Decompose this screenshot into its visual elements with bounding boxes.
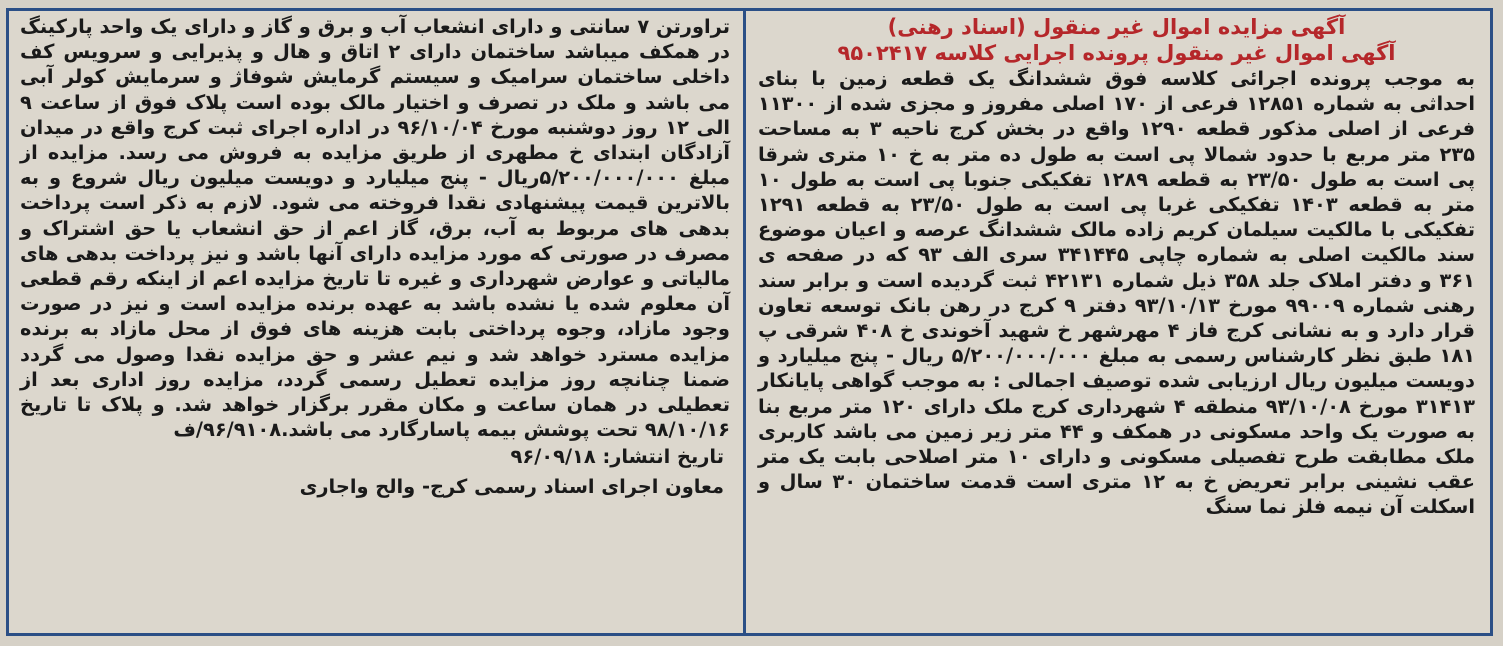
notice-body-part-1: به موجب پرونده اجرائی کلاسه فوق ششدانگ یک قطعه زمین با بنای احداثی به شماره ۱۲۸۵۱ فرعی از ۱۷۰ اصلی مفروز و مجزی شده از ۱۱۳۰۰ فرعی از اصلی مذکور قطعه ۱۲۹۰ واقع در بخش کرج ناحیه ۳ به مساحت ۲۳۵ متر مربع با حدود شمالا پی است به طول ده متر به خ ۱۰ متری شرقا پی است به طول ۲۳/۵۰ به قطعه ۱۲۸۹ تفکیکی جنوبا پی است به طول ۱۰ متر به قطعه ۱۴۰۳ تفکیکی غربا پی است به طول ۲۳/۵۰ به قطعه ۱۲۹۱ تفکیکی با مالکیت سیلمان کریم زاده مالک ششدانگ عرصه و اعیان موضوع سند مالکیت اصلی به شماره چاپی ۳۴۱۴۴۵ سری الف ۹۳ که در صفحه ی ۳۶۱ و دفتر املاک جلد ۳۵۸ ذیل شماره ۴۲۱۳۱ ثبت گردیده است و برابر سند رهنی شماره ۹۹۰۰۹ مورخ ۹۳/۱۰/۱۳ دفتر ۹ کرج در رهن بانک توسعه تعاون قرار دارد و به نشانی کرج فاز ۴ مهرشهر خ شهید آخوندی خ ۴۰۸ شرقی پ ۱۸۱ طبق نظر کارشناس رسمی به مبلغ ۵/۲۰۰/۰۰۰/۰۰۰ ریال - پنج میلیارد و دویست میلیون ریال ارزیابی شده توصیف اجمالی : به موجب گواهی پایانکار ۳۱۴۱۳ مورخ ۹۳/۱۰/۰۸ منطقه ۴ شهرداری کرج ملک دارای ۱۲۰ متر مربع بنا به صورت یک واحد مسکونی در همکف و ۴۴ متر زیر زمین می باشد کاربری ملک مطابقت طرح تفصیلی مسکونی و دارای ۱۰ متر اصلاحی بابت یک متر عقب نشینی برابر تعریض خ به ۱۲ متری است قدمت ساختمان ۳۰ سال و اسکلت آن نیمه فلز نما سنگ	[758, 67, 1476, 519]
publication-date: تاریخ انتشار: ۹۶/۰۹/۱۸	[510, 445, 724, 469]
notice-left-column	[14, 14, 738, 499]
notice-subtitle: آگهی اموال غیر منقول پرونده اجرایی کلاسه ۹۵۰۲۴۱۷	[837, 41, 1396, 65]
column-divider	[743, 8, 746, 636]
notice-body-part-2: تراورتن ۷ سانتی و دارای انشعاب آب و برق و گاز و دارای یک واحد پارکینگ در همکف میباشد ساختمان دارای ۲ اتاق و هال و پذیرایی و سرویس کف داخلی ساختمان سرامیک و سیستم گرمایش شوفاژ و سرمایش کولر آبی می باشد و ملک در تصرف و اختیار مالک بوده است پلاک فوق از ساعت ۹ الی ۱۲ روز دوشنبه مورخ ۹۶/۱۰/۰۴ در اداره اجرای ثبت کرج واقع در میدان آزادگان ابتدای خ مطهری از طریق مزایده به فروش می رسد. مزایده از مبلغ ۵/۲۰۰/۰۰۰/۰۰۰ریال - پنج میلیارد و دویست میلیون ریال شروع و به بالاترین قیمت پیشنهادی نقدا فروخته می شود. لازم به ذکر است پرداخت بدهی های مربوط به آب، برق، گاز اعم از حق انشعاب یا حق اشتراک و مصرف در صورتی که مورد مزایده دارای آنها باشد و نیز پرداخت بدهی های مالیاتی و عوارض شهرداری و غیره تا تاریخ مزایده اعم از اینکه رقم قطعی آن معلوم شده یا نشده باشد به عهده برنده مزایده است و نیز در صورت وجود مازاد، وجوه پرداختی بابت هزینه های فوق از محل مازاد به برنده مزایده مسترد خواهد شد و نیم عشر و حق مزایده نقدا وصول می گردد ضمنا چنانچه روز مزایده تعطیل رسمی گردد، مزایده روز اداری بعد از تعطیلی در همان ساعت و مکان مقرر برگزار خواهد شد. و پلاک تا تاریخ ۹۸/۱۰/۱۶ تحت پوشش بیمه پاسارگارد می باشد.۹۶/۹۱۰۸/ف	[20, 15, 730, 442]
notice-title: آگهی مزایده اموال غیر منقول (اسناد رهنی)	[887, 15, 1346, 39]
signature-line: معاون اجرای اسناد رسمی کرج- والح واجاری	[299, 474, 724, 498]
notice-right-column	[752, 14, 1485, 520]
